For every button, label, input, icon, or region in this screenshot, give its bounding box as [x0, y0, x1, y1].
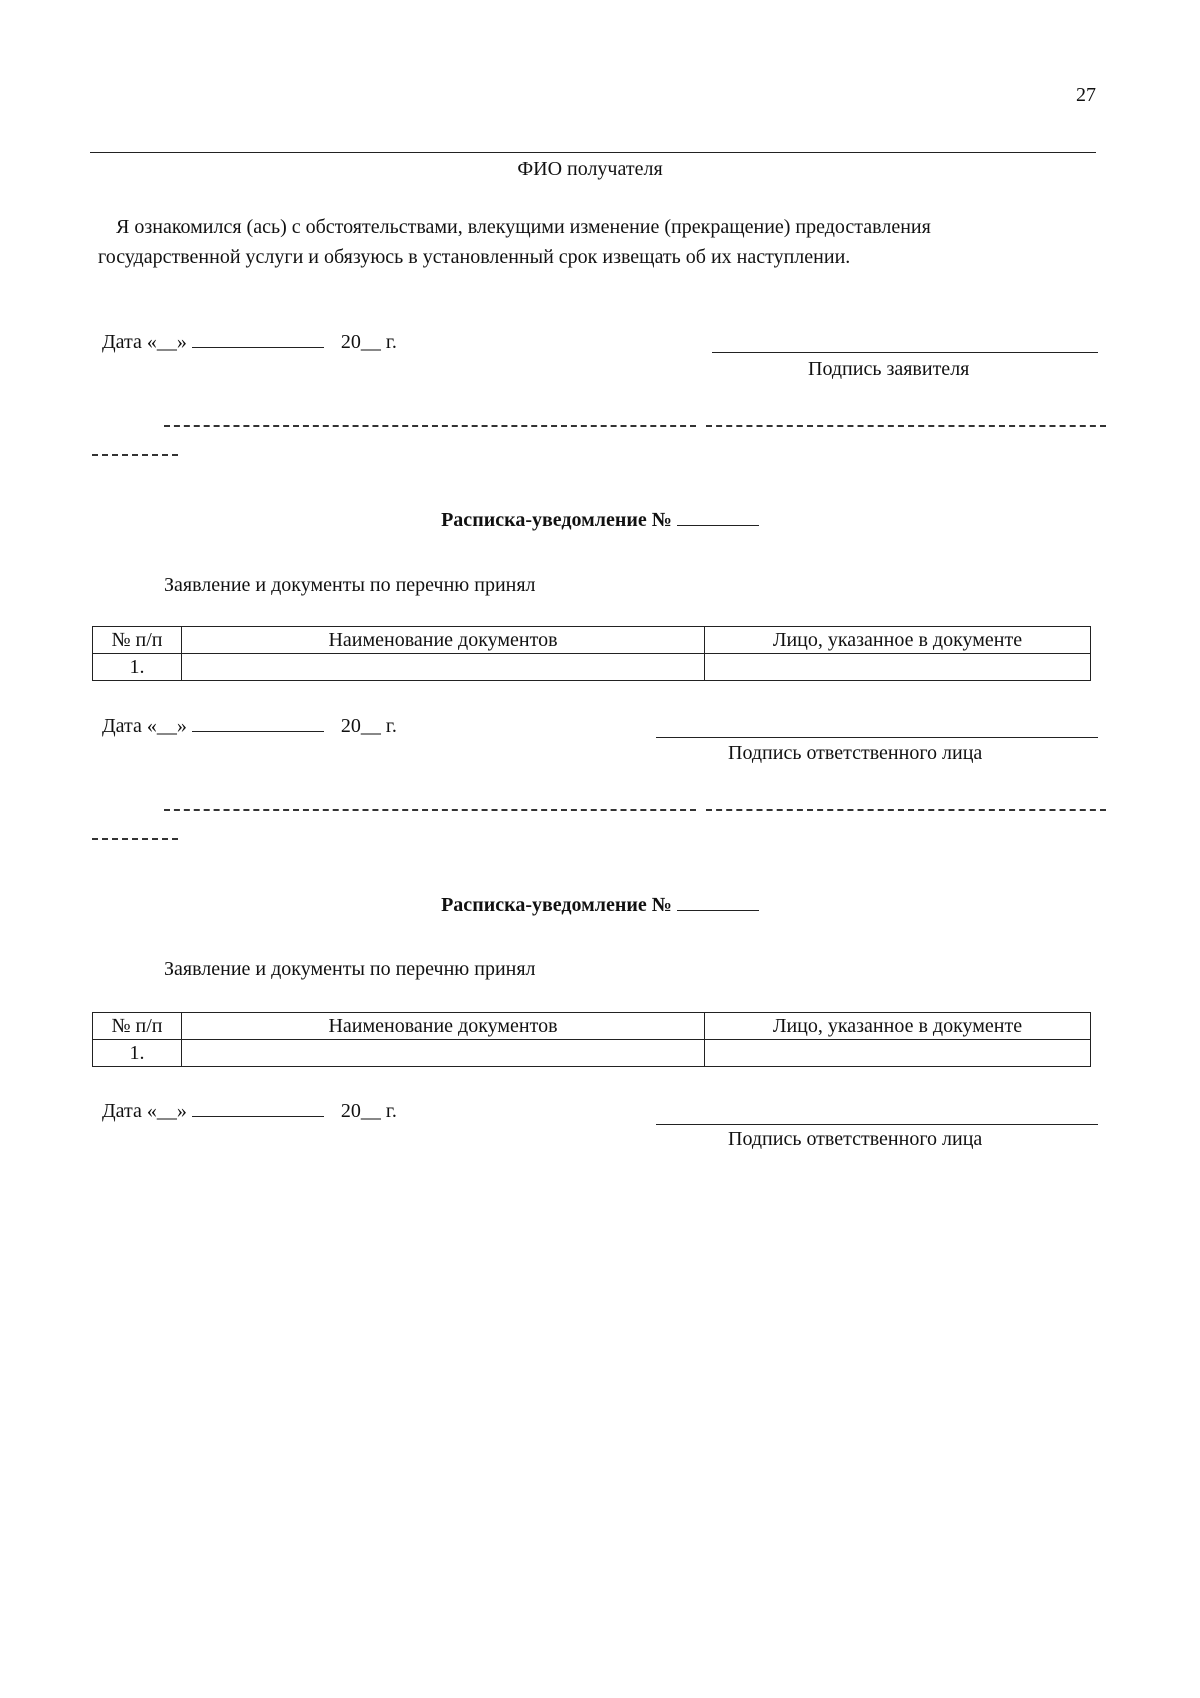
date-label: Дата «__» — [102, 715, 187, 737]
recipient-name-line — [90, 152, 1096, 153]
date-month-blank — [192, 330, 324, 348]
responsible-signature-line — [656, 737, 1098, 738]
header-document-name: Наименование документов — [182, 1013, 705, 1040]
row-number: 1. — [93, 1040, 182, 1067]
row-document-name — [182, 1040, 705, 1067]
row-person — [705, 1040, 1091, 1067]
year-label: 20__ г. — [340, 331, 397, 353]
cut-line-continuation — [92, 454, 178, 456]
table-row — [93, 1040, 1091, 1067]
accepted-text: Заявление и документы по перечню принял — [164, 958, 536, 980]
cut-line-right — [706, 425, 1106, 427]
cut-line-right — [706, 809, 1106, 811]
receipt-title-text: Расписка-уведомление № — [441, 894, 672, 916]
receipt-number-blank — [677, 893, 759, 911]
applicant-date-line — [102, 330, 397, 354]
receipt-1-date-line — [102, 714, 397, 738]
table-row — [93, 654, 1091, 681]
date-label: Дата «__» — [102, 331, 187, 353]
receipt-2-date-line — [102, 1099, 397, 1123]
responsible-signature-caption: Подпись ответственного лица — [728, 1128, 983, 1150]
table-header-row — [93, 1013, 1091, 1040]
header-document-name: Наименование документов — [182, 627, 705, 654]
receipt-number-blank — [677, 508, 759, 526]
header-number: № п/п — [93, 627, 182, 654]
row-document-name — [182, 654, 705, 681]
applicant-signature-line — [712, 352, 1098, 353]
recipient-name-caption: ФИО получателя — [517, 158, 663, 180]
header-person: Лицо, указанное в документе — [705, 627, 1091, 654]
date-month-blank — [192, 1099, 324, 1117]
cut-line-left — [164, 425, 696, 427]
applicant-signature-caption: Подпись заявителя — [808, 358, 970, 380]
page-number: 27 — [1076, 84, 1096, 106]
row-number: 1. — [93, 654, 182, 681]
acknowledgement-line-2: государственной услуги и обязуюсь в установленный срок извещать об их наступлении. — [98, 246, 851, 268]
date-month-blank — [192, 714, 324, 732]
cut-line-continuation — [92, 838, 178, 840]
responsible-signature-line — [656, 1124, 1098, 1125]
acknowledgement-paragraph — [98, 212, 1098, 272]
documents-table — [92, 626, 1091, 681]
year-label: 20__ г. — [340, 1100, 397, 1122]
row-person — [705, 654, 1091, 681]
table-header-row — [93, 627, 1091, 654]
year-label: 20__ г. — [340, 715, 397, 737]
accepted-text: Заявление и документы по перечню принял — [164, 574, 536, 596]
acknowledgement-line-1: Я ознакомился (ась) с обстоятельствами, влекущими изменение (прекращение) предоставления — [116, 216, 931, 238]
date-label: Дата «__» — [102, 1100, 187, 1122]
receipt-title — [0, 893, 1200, 917]
header-number: № п/п — [93, 1013, 182, 1040]
cut-line-left — [164, 809, 696, 811]
documents-table — [92, 1012, 1091, 1067]
receipt-title — [0, 508, 1200, 532]
receipt-title-text: Расписка-уведомление № — [441, 509, 672, 531]
responsible-signature-caption: Подпись ответственного лица — [728, 742, 983, 764]
header-person: Лицо, указанное в документе — [705, 1013, 1091, 1040]
